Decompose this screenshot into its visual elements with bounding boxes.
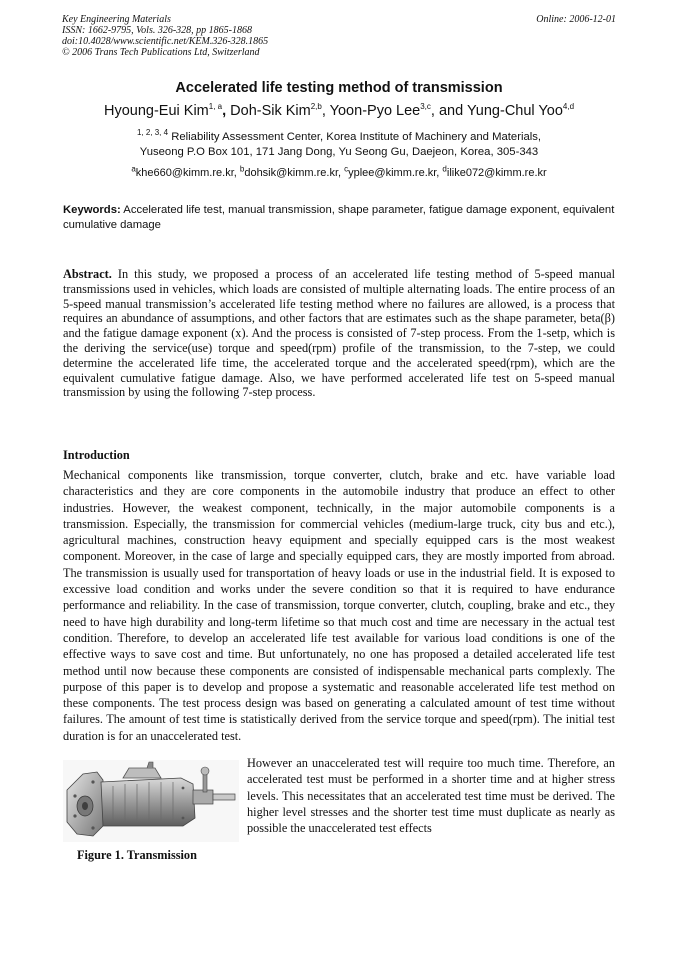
abstract-text: In this study, we proposed a process of an accelerated life testing method of 5-speed manual transmissions used in vehicles, which loads are consisted of multiple alternating loads. The entire process of an 5-speed manual transmission’s accelerated life testing method where no failures are allowed, is a process that requires an abundance of assumptions, and other factors that are estimates such as the shape parameter, beta(β) and the fatigue damage exponent (x). And the process is consisted of 7-step process. From the 1-setp, which is the deriving the service(use) torque and speed(rpm) profile of the transmission, to the 7-step, we could determine the accelerated life time, the accelerated torque and the accelerated speed(rpm), which are the equivalent cumulative fatigue damage. Also, we have performed accelerated life test on 5-speed manual transmission by using the following 7-step process. (63, 267, 615, 400)
paper-title: Accelerated life testing method of transmission (175, 80, 503, 96)
keywords (63, 203, 617, 232)
author-list (0, 103, 678, 119)
online-date: Online: 2006-12-01 (536, 14, 616, 25)
introduction-body: Mechanical components like transmission, torque converter, clutch, brake and etc. have variable load characteristics and they are core components in the automobile industry that produce an effect to other industries. However, the weakest component, technically, in the major automobile components is a transmission. Especially, the transmission for commercial vehicles (medium-large truck, city bus and etc.), agricultural machines, construction heavy equipment and specially equipped cars is the most weakest component. Moreover, in the case of large and specially equipped cars, they are mostly imported from abroad. The transmission is usually used for transportation of heavy loads or use in the industrial field. It is exposed to excessive load condition and works under the severe condition so that it is required to have endurance performance and reliability. In the case of transmission, torque converter, clutch, coupling, brake and etc., they need to have high durability and long-term lifetime so that much cost and time are necessary in the actual test condition. Therefore, to develop an accelerated life test available for various load conditions is one of the effective ways to save cost and time. But unfortunately, no one has proposed a detailed accelerated life test method until now because these components are consisted of indispensable mechanical parts complexly. The purpose of this paper is to develop and propose a systematic and reasonable accelerated life test method on these components. The test process design was based on generating a calculated amount of test time without failures. The amount of test time is statistically derived from the service torque and speed(rpm). The initial test duration is for an unaccelerated test. (63, 468, 615, 743)
introduction-body-wrap: However an unaccelerated test will require too much time. Therefore, an accelerated test must be performed in a shorter time and at higher stress levels. This necessitates that an accelerated test time must be derived. The higher level stresses and the shorter test time must duplicate as nearly as possible the unaccelerated test effects (247, 756, 615, 836)
copyright-line: © 2006 Trans Tech Publications Ltd, Switzerland (62, 47, 260, 58)
author-separator: , and (430, 103, 467, 119)
abstract-label: Abstract. (63, 267, 112, 281)
page-header (62, 14, 616, 58)
email-address: yplee@kimm.re.kr, (348, 167, 443, 179)
affiliation (0, 130, 678, 160)
email-address: dohsik@kimm.re.kr, (244, 167, 345, 179)
author-name: Yung-Chul Yoo (466, 103, 563, 119)
email-address: ilike072@kimm.re.kr (446, 167, 547, 179)
figure-caption: Figure 1. Transmission (77, 848, 197, 862)
transmission-figure (63, 760, 239, 842)
transmission-illustration (63, 760, 239, 842)
author-separator: , (321, 103, 330, 119)
email-superscript: d (442, 164, 447, 174)
author-name: Doh-Sik Kim (230, 103, 311, 119)
abstract (63, 267, 615, 400)
email-superscript: c (344, 164, 349, 174)
doi-line: doi:10.4028/www.scientific.net/KEM.326-328.1865 (62, 36, 269, 47)
affiliation-line-1: Reliability Assessment Center, Korea Institute of Machinery and Materials, (168, 131, 542, 143)
journal-name: Key Engineering Materials (62, 14, 171, 25)
affiliation-line-2: Yuseong P.O Box 101, 171 Jang Dong, Yu Seong Gu, Daejeon, Korea, 305-343 (139, 146, 539, 158)
email-superscript: b (239, 164, 245, 174)
author-superscript: 1, a (208, 102, 223, 112)
author-superscript: 4,d (562, 102, 575, 112)
email-address: khe660@kimm.re.kr, (135, 167, 240, 179)
author-separator: , (222, 103, 231, 119)
author-superscript: 3,c (420, 102, 431, 112)
section-heading-introduction: Introduction (63, 448, 130, 462)
email-superscript: a (131, 164, 136, 174)
keywords-text: Accelerated life test, manual transmission, shape parameter, fatigue damage exponent, equivalent cumulative damage (63, 204, 615, 231)
email-list (0, 164, 678, 179)
keywords-label: Keywords: (63, 204, 121, 216)
affiliation-superscript: 1, 2, 3, 4 (136, 128, 169, 138)
issn-line: ISSN: 1662-9795, Vols. 326-328, pp 1865-1868 (62, 25, 252, 36)
author-name: Hyoung-Eui Kim (103, 103, 209, 119)
author-superscript: 2,b (310, 102, 322, 112)
author-name: Yoon-Pyo Lee (329, 103, 421, 119)
